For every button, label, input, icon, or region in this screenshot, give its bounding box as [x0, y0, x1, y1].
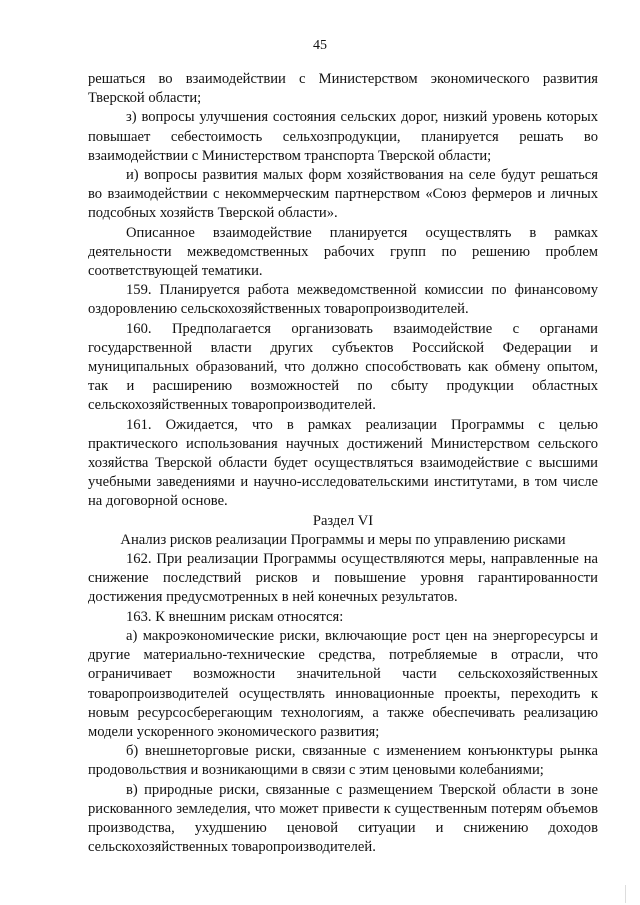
- paragraph-cont: решаться во взаимодействии с Министерством экономического развития Тверской области;: [88, 71, 598, 107]
- paragraph-z: з) вопросы улучшения состояния сельских дорог, низкий уровень которых повышает себестоимость сельхозпродукции, планируется решать во взаимодействии с Министерством транспорта Тверской области;: [88, 109, 598, 164]
- section-heading: Раздел VI: [312, 512, 374, 529]
- section-title: Анализ рисков реализации Программы и меры по управлению рисками: [120, 531, 566, 548]
- paragraph-160: 160. Предполагается организовать взаимодействие с органами государственной власти других субъектов Российской Федерации и муниципальных образований, что должно способствовать как обмену опытом, так и расширению возможностей по сбыту продукции областных сельскохозяйственных товаропроизводителей.: [88, 320, 598, 414]
- paragraph-163: 163. К внешним рискам относятся:: [126, 608, 344, 625]
- document-body: [88, 70, 598, 857]
- scan-edge-mark: [625, 885, 636, 903]
- paragraphs-before-section: [88, 70, 598, 512]
- paragraph-162: 162. При реализации Программы осуществляются меры, направленные на снижение последствий рисков и повышение уровня гарантированности достижения предусмотренных в ней конечных результатов.: [88, 551, 598, 606]
- paragraph-a: а) макроэкономические риски, включающие рост цен на энергоресурсы и другие материально-технические средства, потребляемые в отрасли, что ограничивает возможности значительной части сельскохозяйственных товаропроизводителей осуществлять инновационные проекты, переходить к новым ресурсосберегающим технологиям, а также обеспечивать реализацию модели ускоренного экономического развития;: [88, 627, 598, 740]
- paragraph-159: 159. Планируется работа межведомственной комиссии по финансовому оздоровлению сельскохозяйственных товаропроизводителей.: [88, 282, 598, 318]
- paragraph-v: в) природные риски, связанные с размещением Тверской области в зоне рискованного земледелия, что может привести к существенным потерям объемов производства, ухудшению ценовой ситуации и снижению доходов сельскохозяйственных товаропроизводителей.: [88, 781, 598, 856]
- paragraphs-after-section: [88, 550, 598, 857]
- paragraph-i: и) вопросы развития малых форм хозяйствования на селе будут решаться во взаимодействии с некоммерческим партнерством «Союз фермеров и личных подсобных хозяйств Тверской области».: [88, 167, 598, 222]
- page-number: 45: [313, 38, 327, 53]
- paragraph-161: 161. Ожидается, что в рамках реализации Программы с целью практического использования научных достижений Министерством сельского хозяйства Тверской области будет осуществляться взаимодействие с высшими учебными заведениями и научно-исследовательскими институтами, в том числе на договорной основе.: [88, 416, 598, 510]
- paragraph-b: б) внешнеторговые риски, связанные с изменением конъюнктуры рынка продовольствия и возникающими в связи с этим ценовыми колебаниями;: [88, 743, 598, 779]
- paragraph-desc: Описанное взаимодействие планируется осуществлять в рамках деятельности межведомственных рабочих групп по решению проблем соответствующей тематики.: [88, 224, 598, 280]
